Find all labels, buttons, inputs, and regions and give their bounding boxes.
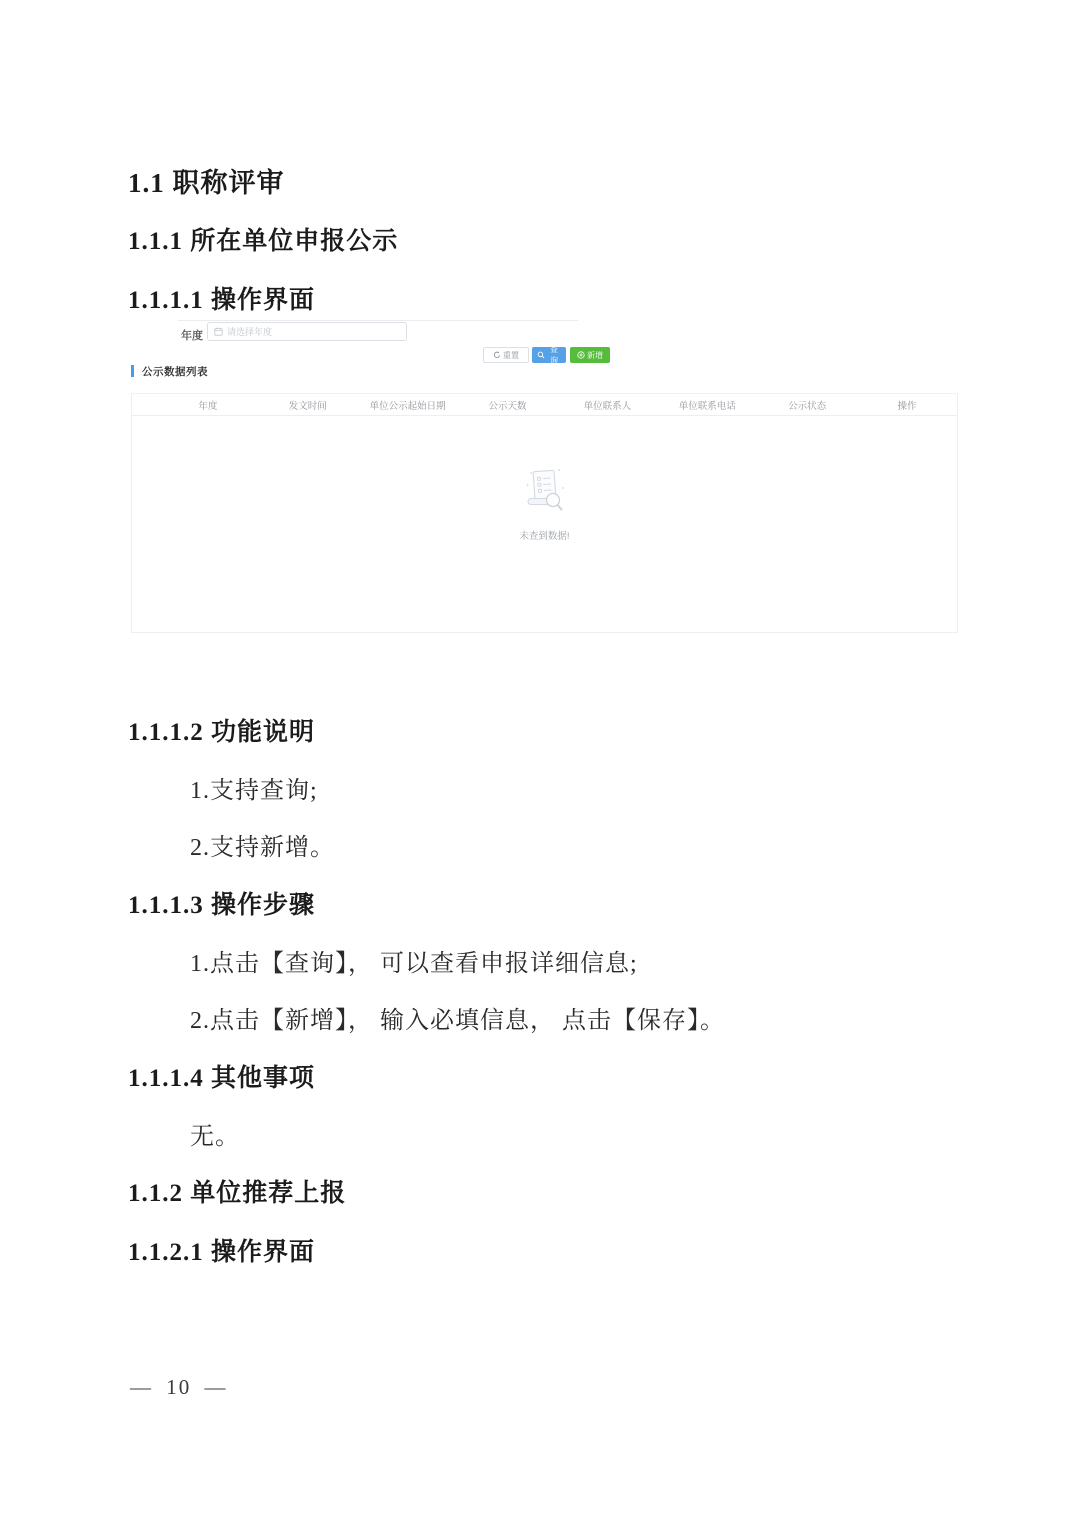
none-text: 无。 [190, 1124, 240, 1150]
col-issue-time: 发文时间 [288, 400, 327, 412]
heading-1-1-1-1: 1.1.1.1 操作界面 [128, 287, 316, 314]
panel-top-divider [178, 320, 578, 321]
section-accent-bar [131, 365, 134, 377]
function-item-2: 2.支持新增。 [190, 835, 335, 861]
query-button[interactable] [532, 347, 566, 363]
col-publicity-start-date: 单位公示起始日期 [369, 400, 446, 412]
heading-1-1-2-1: 1.1.2.1 操作界面 [128, 1239, 316, 1266]
calendar-icon [214, 327, 223, 336]
empty-state-text: 未查到数据! [519, 531, 570, 542]
year-field-label: 年度 [181, 330, 203, 342]
col-unit-contact: 单位联系人 [583, 400, 632, 412]
col-operation: 操作 [897, 400, 917, 412]
add-button[interactable] [570, 347, 610, 363]
list-section-title: 公示数据列表 [142, 365, 208, 378]
heading-1-1-1: 1.1.1 所在单位申报公示 [128, 228, 399, 255]
table-header-row [132, 394, 957, 416]
heading-1-1-2: 1.1.2 单位推荐上报 [128, 1180, 347, 1207]
step-item-2: 2.点击【新增】， 输入必填信息， 点击【保存】。 [190, 1008, 725, 1034]
step-item-1: 1.点击【查询】， 可以查看申报详细信息; [190, 951, 638, 977]
search-icon [537, 351, 545, 359]
reset-button[interactable] [483, 347, 529, 363]
col-publicity-days: 公示天数 [488, 400, 527, 412]
heading-1-1-1-2: 1.1.1.2 功能说明 [128, 719, 316, 746]
year-input[interactable] [227, 327, 400, 337]
query-button-label: 查询 [550, 345, 558, 365]
heading-1-1: 1.1 职称评审 [128, 168, 285, 198]
page-number: — 10 — [130, 1375, 228, 1399]
embedded-ui-screenshot [0, 320, 1080, 638]
publicity-data-table [131, 393, 958, 633]
heading-1-1-1-4: 1.1.1.4 其他事项 [128, 1065, 316, 1092]
plus-circle-icon [577, 351, 585, 359]
empty-search-illustration [521, 464, 569, 516]
add-button-label: 新增 [587, 350, 603, 360]
reset-button-label: 重置 [503, 350, 519, 360]
year-date-picker[interactable] [207, 322, 407, 341]
refresh-icon [493, 351, 501, 359]
empty-state [132, 464, 957, 542]
col-publicity-status: 公示状态 [788, 400, 827, 412]
toolbar [0, 347, 1080, 363]
col-year: 年度 [198, 400, 218, 412]
col-unit-phone: 单位联系电话 [678, 400, 736, 412]
list-section-header [131, 364, 208, 378]
function-item-1: 1.支持查询; [190, 778, 318, 804]
heading-1-1-1-3: 1.1.1.3 操作步骤 [128, 892, 316, 919]
